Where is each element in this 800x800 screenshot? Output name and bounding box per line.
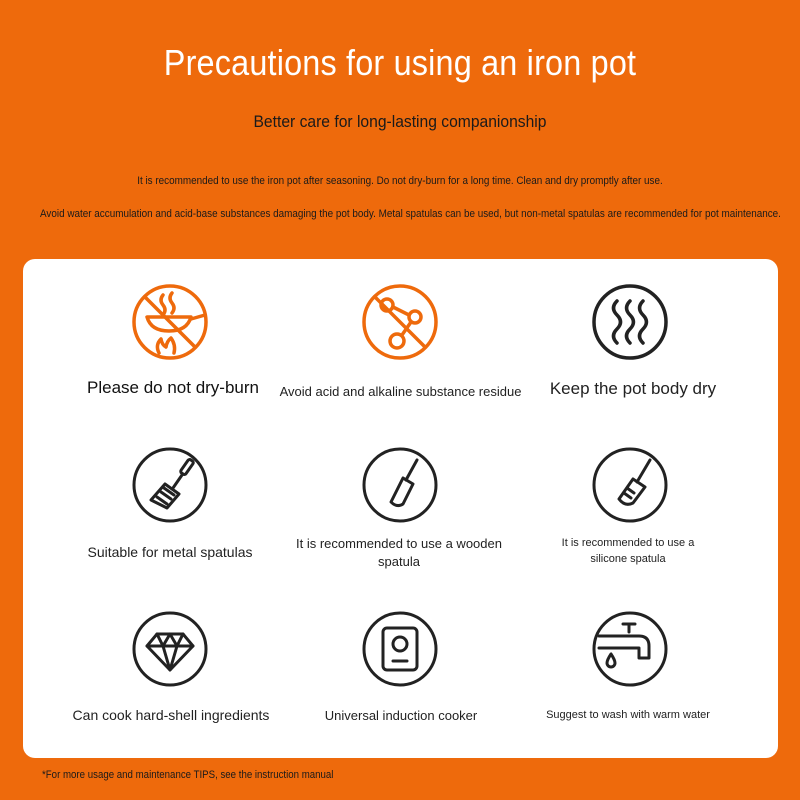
item-label-silicone-spatula: It is recommended to use a silicone spatula xyxy=(561,537,695,565)
item-label-warm-water: Suggest to wash with warm water xyxy=(546,709,710,721)
no-dry-burn-icon xyxy=(131,283,209,361)
item-label-hard-shell: Can cook hard-shell ingredients xyxy=(72,707,270,723)
page-subtitle: Better care for long-lasting companionship xyxy=(253,112,547,131)
item-label-induction: Universal induction cooker xyxy=(324,708,478,723)
care-note-1: It is recommended to use the iron pot after seasoning. Do not dry-burn for a long time. Clean and dry promptly after use. xyxy=(137,175,663,187)
steam-dry-icon xyxy=(591,283,669,361)
item-label-no-acid-alkaline: Avoid acid and alkaline substance residue xyxy=(279,384,522,399)
footnote: *For more usage and maintenance TIPS, see the instruction manual xyxy=(42,769,334,781)
no-acid-alkaline-icon xyxy=(361,283,439,361)
wooden-spatula-icon xyxy=(361,446,439,524)
item-label-wooden-spatula: It is recommended to use a wooden spatula xyxy=(296,536,502,569)
item-label-keep-dry: Keep the pot body dry xyxy=(549,379,717,398)
diamond-icon xyxy=(131,610,209,688)
care-note-2: Avoid water accumulation and acid-base substances damaging the pot body. Metal spatulas can be used, but non-metal spatulas are recommended for pot maintenance. xyxy=(40,208,781,220)
item-label-metal-spatula: Suitable for metal spatulas xyxy=(87,544,253,560)
metal-spatula-icon xyxy=(131,446,209,524)
silicone-spatula-icon xyxy=(591,446,669,524)
faucet-icon xyxy=(591,610,669,688)
induction-cooker-icon xyxy=(361,610,439,688)
precautions-card xyxy=(23,259,778,758)
page-title: Precautions for using an iron pot xyxy=(163,42,637,83)
item-label-no-dry-burn: Please do not dry-burn xyxy=(87,378,259,397)
